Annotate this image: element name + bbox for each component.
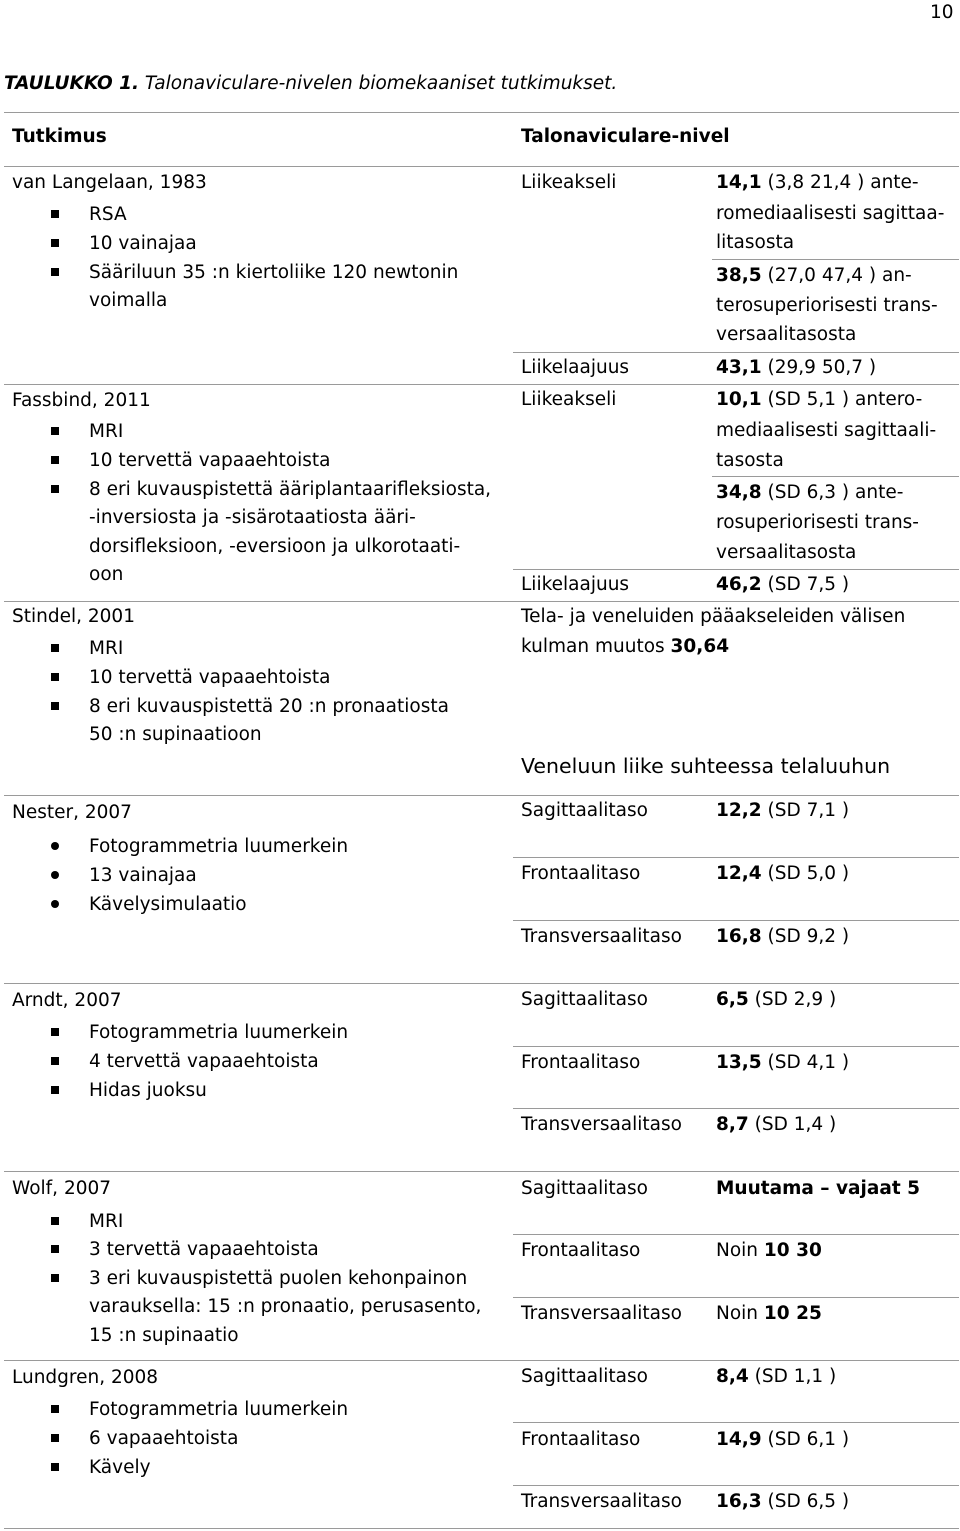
- row-value-cont: mediaalisesti sagittaali-: [716, 420, 937, 441]
- row-label: Frontaalitaso: [521, 1240, 641, 1261]
- study-author: Arndt, 2007: [12, 990, 122, 1011]
- square-bullet-icon: [51, 239, 59, 247]
- square-bullet-icon: [51, 268, 59, 276]
- bullet-text: 15 :n supinaatio: [89, 1325, 239, 1346]
- square-bullet-icon: [51, 1463, 59, 1471]
- row-label: Frontaalitaso: [521, 1052, 641, 1073]
- bullet-text: Kävelysimulaatio: [89, 894, 247, 915]
- bullet-text: 13 vainajaa: [89, 865, 197, 886]
- row-value-cont: rosuperiorisesti trans-: [716, 512, 919, 533]
- bullet-text: 10 tervettä vapaaehtoista: [89, 450, 331, 471]
- row-label: Transversaalitaso: [521, 1303, 682, 1324]
- square-bullet-icon: [51, 1057, 59, 1065]
- bullet-text: -inversiosta ja -sisärotaatiosta ääri-: [89, 507, 416, 528]
- row-value: 38,5 (27,0 47,4 ) an-: [716, 265, 912, 286]
- row-value: 16,8 (SD 9,2 ): [716, 926, 850, 947]
- rule-langelaan-1: [712, 259, 959, 260]
- rule-arndt: [4, 983, 959, 984]
- bullet-text: Fotogrammetria luumerkein: [89, 1022, 349, 1043]
- square-bullet-icon: [51, 485, 59, 493]
- bullet-text: 8 eri kuvauspistettä ääriplantaarifleksiosta,: [89, 479, 492, 500]
- row-label: Transversaalitaso: [521, 1114, 682, 1135]
- square-bullet-icon: [51, 644, 59, 652]
- row-value: 8,7 (SD 1,4 ): [716, 1114, 837, 1135]
- bullet-text: MRI: [89, 638, 124, 659]
- study-author: Lundgren, 2008: [12, 1367, 159, 1388]
- rule-arndt-1: [513, 1046, 959, 1047]
- square-bullet-icon: [51, 1086, 59, 1094]
- row-label: Sagittaalitaso: [521, 989, 648, 1010]
- bullet-text: Sääriluun 35 :n kiertoliike 120 newtonin: [89, 262, 459, 283]
- row-value: 14,1 (3,8 21,4 ) ante-: [716, 172, 919, 193]
- caption-label: TAULUKKO 1.: [4, 73, 140, 94]
- row-value: 34,8 (SD 6,3 ) ante-: [716, 482, 904, 503]
- bullet-text: RSA: [89, 204, 127, 225]
- row-value: 6,5 (SD 2,9 ): [716, 989, 837, 1010]
- bullet-text: 10 tervettä vapaaehtoista: [89, 667, 331, 688]
- rule-top: [4, 112, 959, 113]
- bullet-text: 10 vainajaa: [89, 233, 197, 254]
- bullet-text: MRI: [89, 421, 124, 442]
- bullet-text: Fotogrammetria luumerkein: [89, 836, 349, 857]
- round-bullet-icon: [51, 871, 59, 879]
- rule-bottom: [4, 1528, 959, 1529]
- rule-stindel: [4, 601, 959, 602]
- rule-langelaan-2: [513, 352, 959, 353]
- rule-header: [4, 166, 959, 167]
- square-bullet-icon: [51, 1217, 59, 1225]
- bullet-text: Hidas juoksu: [89, 1080, 207, 1101]
- rule-fassbind-1: [712, 476, 959, 477]
- bullet-text: 3 tervettä vapaaehtoista: [89, 1239, 319, 1260]
- row-value: 8,4 (SD 1,1 ): [716, 1366, 837, 1387]
- row-value-cont: versaalitasosta: [716, 542, 857, 563]
- rule-nester-1: [513, 857, 959, 858]
- rule-lundgren-2: [513, 1485, 959, 1486]
- row-value: 12,2 (SD 7,1 ): [716, 800, 850, 821]
- row-value-cont: litasosta: [716, 232, 795, 253]
- rule-wolf-1: [513, 1234, 959, 1235]
- row-value: 43,1 (29,9 50,7 ): [716, 357, 877, 378]
- bullet-text: 50 :n supinaatioon: [89, 724, 262, 745]
- square-bullet-icon: [51, 1274, 59, 1282]
- header-study: Tutkimus: [12, 126, 107, 147]
- study-author: Nester, 2007: [12, 802, 132, 823]
- study-author: van Langelaan, 1983: [12, 172, 207, 193]
- row-label: Liikelaajuus: [521, 357, 630, 378]
- row-value-cont: tasosta: [716, 450, 784, 471]
- row-value: Muutama – vajaat 5: [716, 1178, 920, 1199]
- square-bullet-icon: [51, 1245, 59, 1253]
- study-author: Wolf, 2007: [12, 1178, 112, 1199]
- row-value: Noin 10 25: [716, 1303, 822, 1324]
- row-label: Sagittaalitaso: [521, 1366, 648, 1387]
- rule-arndt-2: [513, 1108, 959, 1109]
- row-value: 46,2 (SD 7,5 ): [716, 574, 850, 595]
- round-bullet-icon: [51, 842, 59, 850]
- bullet-text: 4 tervettä vapaaehtoista: [89, 1051, 319, 1072]
- square-bullet-icon: [51, 702, 59, 710]
- square-bullet-icon: [51, 456, 59, 464]
- row-label: Sagittaalitaso: [521, 1178, 648, 1199]
- row-value: 10,1 (SD 5,1 ) antero-: [716, 389, 923, 410]
- study-author: Fassbind, 2011: [12, 390, 151, 411]
- square-bullet-icon: [51, 1405, 59, 1413]
- bullet-text: Fotogrammetria luumerkein: [89, 1399, 349, 1420]
- square-bullet-icon: [51, 1028, 59, 1036]
- rule-wolf-2: [513, 1297, 959, 1298]
- bullet-text: Kävely: [89, 1457, 151, 1478]
- row-value-cont: romediaalisesti sagittaa-: [716, 203, 945, 224]
- row-value-cont: terosuperiorisesti trans-: [716, 295, 938, 316]
- rule-lundgren: [4, 1360, 959, 1361]
- bullet-text: MRI: [89, 1211, 124, 1232]
- row-value: 13,5 (SD 4,1 ): [716, 1052, 850, 1073]
- bullet-text: oon: [89, 564, 124, 585]
- row-value: 14,9 (SD 6,1 ): [716, 1429, 850, 1450]
- rule-fassbind: [4, 384, 959, 385]
- bullet-text: 8 eri kuvauspistettä 20 :n pronaatiosta: [89, 696, 449, 717]
- row-label: Transversaalitaso: [521, 926, 682, 947]
- sub-heading: Veneluun liike suhteessa telaluuhun: [521, 754, 891, 778]
- bullet-text: 3 eri kuvauspistettä puolen kehonpainon: [89, 1268, 468, 1289]
- square-bullet-icon: [51, 673, 59, 681]
- row-label: Liikeakseli: [521, 172, 617, 193]
- caption-text: Talonaviculare-nivelen biomekaaniset tutkimukset.: [139, 73, 618, 94]
- row-label: Frontaalitaso: [521, 863, 641, 884]
- row-label: Frontaalitaso: [521, 1429, 641, 1450]
- finding-text: Tela- ja veneluiden pääakseleiden välisen: [521, 606, 906, 627]
- square-bullet-icon: [51, 427, 59, 435]
- rule-wolf: [4, 1171, 959, 1172]
- page-number: 10: [930, 2, 954, 23]
- bullet-text: 6 vapaaehtoista: [89, 1428, 239, 1449]
- rule-lundgren-1: [513, 1422, 959, 1423]
- rule-fassbind-2: [513, 569, 959, 570]
- square-bullet-icon: [51, 1434, 59, 1442]
- row-value: 16,3 (SD 6,5 ): [716, 1491, 850, 1512]
- row-label: Liikelaajuus: [521, 574, 630, 595]
- row-value: Noin 10 30: [716, 1240, 822, 1261]
- bullet-text: voimalla: [89, 290, 168, 311]
- row-label: Transversaalitaso: [521, 1491, 682, 1512]
- row-label: Liikeakseli: [521, 389, 617, 410]
- rule-nester: [4, 795, 959, 796]
- rule-nester-2: [513, 920, 959, 921]
- study-author: Stindel, 2001: [12, 606, 135, 627]
- header-joint: Talonaviculare-nivel: [521, 126, 730, 147]
- row-value: 12,4 (SD 5,0 ): [716, 863, 850, 884]
- row-label: Sagittaalitaso: [521, 800, 648, 821]
- row-value-cont: versaalitasosta: [716, 324, 857, 345]
- table-caption: [4, 73, 617, 95]
- bullet-text: dorsifleksioon, -eversioon ja ulkorotaati-: [89, 536, 461, 557]
- square-bullet-icon: [51, 210, 59, 218]
- bullet-text: varauksella: 15 :n pronaatio, perusasento,: [89, 1296, 482, 1317]
- round-bullet-icon: [51, 900, 59, 908]
- finding-text: kulman muutos 30,64: [521, 636, 730, 657]
